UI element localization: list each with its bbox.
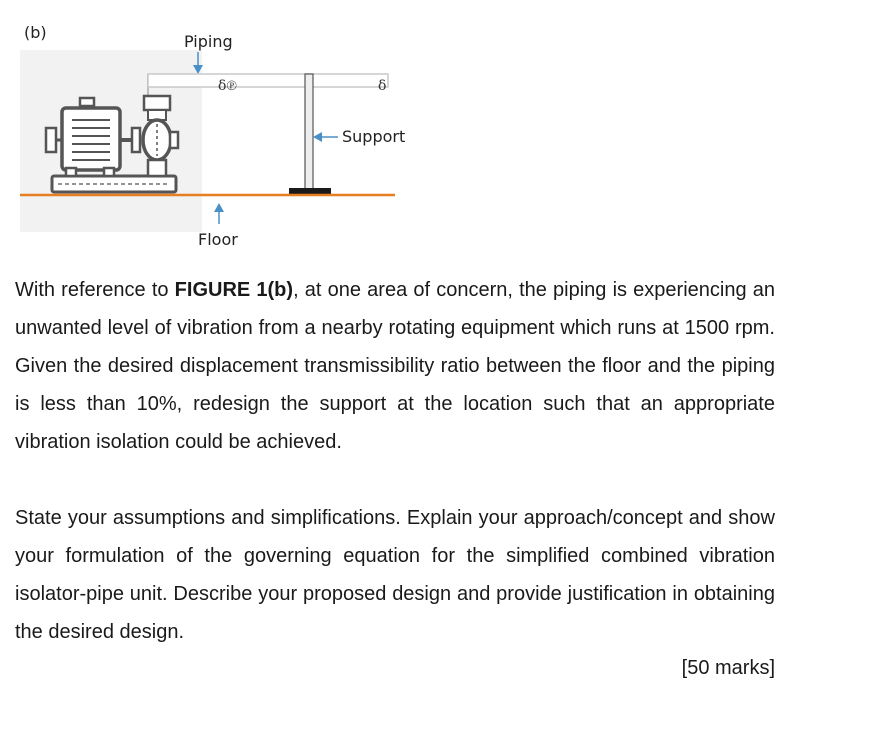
question-paragraph-2: State your assumptions and simplifications. Explain your approach/concept and show your formulation of the governing equation for the simplified combined vibration isolator-pipe unit. Describe your proposed design and provide justification in obtaining the desired design. [15,507,775,643]
floor-arrow [214,203,224,224]
p1-rest: , at one area of concern, the piping is experiencing an unwanted level of vibration from a nearby rotating equipment which runs at 1500 rpm. Given the desired displacement transmissibility ratio between the floor and the piping is less than 10%, redesign the support at the location such that an appropriate vibration isolation could be achieved. [15,279,776,453]
piping-label: Piping [184,32,233,51]
support-arrow [313,132,338,142]
question-paragraph-1 [15,271,775,461]
floor-label: Floor [198,230,238,249]
figure-1b [0,0,877,260]
marks-label: [50 marks] [681,657,775,679]
p1-lead: With reference to [15,279,175,301]
support-column [289,74,331,194]
pipe-break-symbol: δ℗ [218,78,238,94]
panel-label: (b) [24,23,47,42]
figure-reference: FIGURE 1(b) [174,279,294,301]
skid-base [52,176,176,192]
pipe-break-symbol-end: δ [378,78,387,94]
support-label: Support [342,127,406,146]
